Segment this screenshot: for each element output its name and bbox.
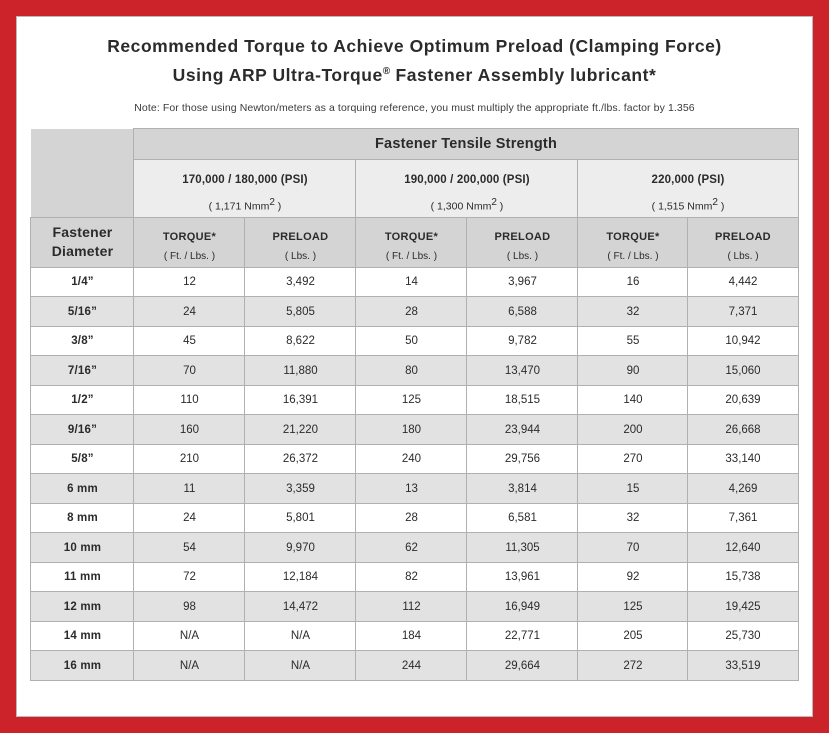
subheader-preload-3 [688, 217, 798, 267]
page-title-line-1: Recommended Torque to Achieve Optimum Preload (Clamping Force) [107, 36, 722, 56]
row-cell: 72 [134, 562, 245, 592]
subheader-preload-1-name: PRELOAD [272, 231, 329, 244]
row-cell: 26,372 [245, 444, 356, 474]
subheader-torque-3 [578, 217, 688, 267]
row-cell: 110 [134, 385, 245, 415]
row-cell: 11,880 [245, 356, 356, 386]
row-diameter: 12 mm [31, 592, 134, 622]
row-cell: 8,622 [245, 326, 356, 356]
subheader-torque-1-name: TORQUE* [162, 231, 217, 244]
row-cell: 29,756 [467, 444, 578, 474]
row-cell: 32 [578, 503, 688, 533]
table-row [31, 267, 798, 297]
strength-group-1-nmm-pre: ( 1,171 Nmm [208, 200, 270, 213]
row-cell: 5,801 [245, 503, 356, 533]
row-cell: 240 [356, 444, 467, 474]
strength-group-1 [134, 159, 356, 217]
row-cell: 3,359 [245, 474, 356, 504]
row-cell: 24 [134, 503, 245, 533]
row-cell: 25,730 [688, 621, 798, 651]
strength-group-2-nmm-post: ) [496, 200, 504, 213]
row-cell: 12,640 [688, 533, 798, 563]
row-cell: 28 [356, 503, 467, 533]
row-cell: 210 [134, 444, 245, 474]
title-pre: Using ARP Ultra-Torque [172, 64, 383, 85]
strength-group-2-nmm-sup: 2 [491, 197, 497, 209]
row-cell: 21,220 [245, 415, 356, 445]
subheader-torque-2 [356, 217, 467, 267]
row-diameter: 3/8” [31, 326, 134, 356]
row-cell: 28 [356, 297, 467, 327]
strength-group-3-nmm-pre: ( 1,515 Nmm [651, 200, 713, 213]
row-cell: 125 [356, 385, 467, 415]
row-cell: 16,949 [467, 592, 578, 622]
row-cell: 112 [356, 592, 467, 622]
row-cell: 98 [134, 592, 245, 622]
row-diameter: 10 mm [31, 533, 134, 563]
row-diameter: 1/2” [31, 385, 134, 415]
row-diameter: 9/16” [31, 415, 134, 445]
row-cell: 184 [356, 621, 467, 651]
row-cell: 82 [356, 562, 467, 592]
row-cell: 22,771 [467, 621, 578, 651]
row-cell: 7,371 [688, 297, 798, 327]
header-spacer-cell [31, 128, 134, 217]
subheader-preload-2-name: PRELOAD [494, 231, 551, 244]
row-cell: 50 [356, 326, 467, 356]
strength-group-3-psi: 220,000 (PSI) [651, 174, 725, 187]
row-cell: 3,492 [245, 267, 356, 297]
strength-group-2-nmm [356, 197, 577, 213]
row-cell: 14,472 [245, 592, 356, 622]
row-cell: 20,639 [688, 385, 798, 415]
table-subheader-row [31, 217, 798, 267]
row-cell: 33,519 [688, 651, 798, 681]
row-cell: 9,782 [467, 326, 578, 356]
table-row [31, 444, 798, 474]
registered-mark: ® [382, 66, 391, 77]
table-row [31, 533, 798, 563]
subheader-torque-3-name: TORQUE* [606, 231, 660, 244]
row-cell: 11 [134, 474, 245, 504]
row-cell: 80 [356, 356, 467, 386]
row-cell: 16,391 [245, 385, 356, 415]
row-cell: 5,805 [245, 297, 356, 327]
row-cell: 180 [356, 415, 467, 445]
strength-group-3-nmm-post: ) [717, 200, 725, 213]
row-cell: 160 [134, 415, 245, 445]
row-cell: N/A [245, 621, 356, 651]
row-cell: 18,515 [467, 385, 578, 415]
row-cell: 3,967 [467, 267, 578, 297]
row-cell: 19,425 [688, 592, 798, 622]
row-cell: 9,970 [245, 533, 356, 563]
row-cell: 7,361 [688, 503, 798, 533]
table-row [31, 356, 798, 386]
row-cell: 3,814 [467, 474, 578, 504]
row-cell: 33,140 [688, 444, 798, 474]
row-cell: 140 [578, 385, 688, 415]
strength-group-2 [356, 159, 578, 217]
strength-group-3-nmm [578, 197, 797, 213]
subheader-torque-2-name: TORQUE* [384, 231, 439, 244]
row-cell: 16 [578, 267, 688, 297]
subheader-torque-2-unit: ( Ft. / Lbs. ) [385, 251, 438, 263]
row-cell: 23,944 [467, 415, 578, 445]
page-title-line-2 [37, 59, 792, 88]
title-post: Fastener Assembly lubricant* [390, 64, 657, 85]
fastener-diameter-header-line1: Fastener [52, 224, 113, 241]
row-cell: 14 [356, 267, 467, 297]
tensile-strength-group-header: Fastener Tensile Strength [134, 128, 798, 159]
strength-group-1-nmm [134, 197, 355, 213]
row-cell: 244 [356, 651, 467, 681]
subheader-preload-1-unit: ( Lbs. ) [284, 251, 317, 263]
row-cell: 4,269 [688, 474, 798, 504]
table-row [31, 415, 798, 445]
table-row [31, 562, 798, 592]
row-cell: N/A [134, 621, 245, 651]
conversion-note: Note: For those using Newton/meters as a torquing reference, you must multiply the appropriate ft./lbs. factor by 1.356 [134, 101, 695, 114]
row-cell: 272 [578, 651, 688, 681]
subheader-preload-1 [245, 217, 356, 267]
strength-group-3-nmm-sup: 2 [712, 197, 718, 209]
strength-group-2-nmm-pre: ( 1,300 Nmm [430, 200, 492, 213]
row-diameter: 6 mm [31, 474, 134, 504]
strength-group-1-nmm-sup: 2 [269, 197, 275, 209]
strength-group-3 [578, 159, 798, 217]
strength-group-1-nmm-post: ) [274, 200, 282, 213]
row-diameter: 1/4” [31, 267, 134, 297]
row-cell: 205 [578, 621, 688, 651]
row-cell: 270 [578, 444, 688, 474]
row-cell: 92 [578, 562, 688, 592]
subheader-torque-1-unit: ( Ft. / Lbs. ) [163, 251, 216, 263]
row-cell: 6,588 [467, 297, 578, 327]
subheader-preload-2 [467, 217, 578, 267]
subheader-torque-1 [134, 217, 245, 267]
row-cell: 26,668 [688, 415, 798, 445]
torque-preload-table [30, 128, 798, 681]
row-diameter: 8 mm [31, 503, 134, 533]
row-diameter: 5/8” [31, 444, 134, 474]
row-cell: 70 [578, 533, 688, 563]
table-row [31, 474, 798, 504]
table-row [31, 326, 798, 356]
row-cell: 13,470 [467, 356, 578, 386]
table-header-row-psi [31, 159, 798, 217]
row-cell: 10,942 [688, 326, 798, 356]
row-cell: N/A [134, 651, 245, 681]
title-block [17, 17, 812, 114]
row-cell: 29,664 [467, 651, 578, 681]
row-cell: 15 [578, 474, 688, 504]
row-cell: 125 [578, 592, 688, 622]
subheader-preload-3-name: PRELOAD [715, 231, 771, 244]
table-row [31, 503, 798, 533]
table-row [31, 651, 798, 681]
strength-group-2-psi: 190,000 / 200,000 (PSI) [404, 174, 530, 187]
row-cell: 90 [578, 356, 688, 386]
strength-group-1-psi: 170,000 / 180,000 (PSI) [182, 174, 308, 187]
subheader-preload-3-unit: ( Lbs. ) [727, 251, 759, 263]
row-cell: 12,184 [245, 562, 356, 592]
row-cell: 13,961 [467, 562, 578, 592]
table-row [31, 297, 798, 327]
row-diameter: 14 mm [31, 621, 134, 651]
row-cell: 54 [134, 533, 245, 563]
table-row [31, 592, 798, 622]
row-cell: 6,581 [467, 503, 578, 533]
row-cell: 15,060 [688, 356, 798, 386]
fastener-diameter-header [31, 217, 134, 267]
row-cell: N/A [245, 651, 356, 681]
row-cell: 200 [578, 415, 688, 445]
row-cell: 45 [134, 326, 245, 356]
row-cell: 24 [134, 297, 245, 327]
table-row [31, 621, 798, 651]
row-cell: 62 [356, 533, 467, 563]
row-cell: 11,305 [467, 533, 578, 563]
subheader-preload-2-unit: ( Lbs. ) [506, 251, 539, 263]
row-cell: 4,442 [688, 267, 798, 297]
row-cell: 32 [578, 297, 688, 327]
row-cell: 12 [134, 267, 245, 297]
row-cell: 55 [578, 326, 688, 356]
table-header-row-group [31, 128, 798, 159]
row-diameter: 5/16” [31, 297, 134, 327]
row-diameter: 16 mm [31, 651, 134, 681]
row-cell: 13 [356, 474, 467, 504]
row-cell: 70 [134, 356, 245, 386]
table-row [31, 385, 798, 415]
fastener-diameter-header-line2: Diameter [51, 243, 114, 260]
subheader-torque-3-unit: ( Ft. / Lbs. ) [607, 251, 659, 263]
row-diameter: 7/16” [31, 356, 134, 386]
row-cell: 15,738 [688, 562, 798, 592]
row-diameter: 11 mm [31, 562, 134, 592]
document-sheet [16, 16, 813, 717]
